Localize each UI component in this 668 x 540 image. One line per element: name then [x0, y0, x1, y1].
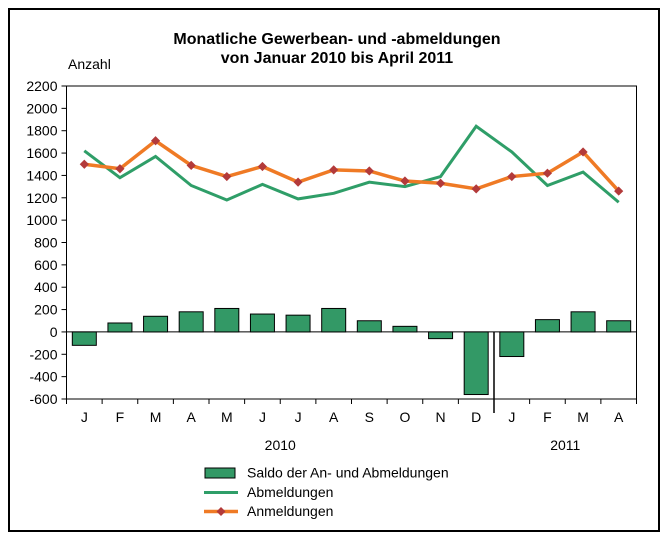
y-tick-label: 800: [34, 234, 58, 251]
y-tick-label: -200: [29, 346, 58, 363]
saldo-bar: [357, 321, 381, 332]
y-tick-label: -600: [29, 391, 58, 407]
month-label: A: [186, 409, 196, 425]
y-tick-label: 1000: [26, 212, 58, 229]
year-label-2010: 2010: [264, 437, 296, 453]
y-tick-label: 1400: [26, 167, 58, 184]
saldo-bar: [464, 332, 488, 395]
month-label: J: [80, 409, 88, 425]
y-tick-label: 1600: [26, 145, 58, 162]
legend-saldo-label: Saldo der An- und Abmeldungen: [247, 464, 449, 481]
month-label: F: [115, 409, 125, 425]
saldo-bar: [322, 308, 346, 331]
chart-title-line1: Monatliche Gewerbean- und -abmeldungen: [173, 31, 501, 48]
saldo-bar: [535, 320, 559, 332]
month-label: N: [435, 409, 446, 425]
month-label: S: [364, 409, 374, 425]
y-tick-label: 0: [49, 323, 58, 340]
month-label: M: [149, 409, 162, 425]
y-tick-label: 1800: [26, 122, 58, 139]
month-label: M: [220, 409, 233, 425]
legend-anmeldungen-label: Anmeldungen: [247, 503, 334, 519]
y-tick-label: -400: [29, 368, 58, 385]
y-tick-label: 2200: [26, 78, 58, 94]
saldo-bar: [72, 332, 96, 345]
saldo-bar: [179, 312, 203, 332]
y-tick-label: 600: [34, 256, 58, 273]
year-label-2011: 2011: [550, 437, 581, 453]
y-axis-unit-label: Anzahl: [68, 56, 111, 72]
saldo-bar: [393, 326, 417, 332]
month-label: J: [508, 409, 516, 425]
saldo-bar: [108, 323, 132, 332]
y-tick-label: 200: [34, 301, 58, 318]
legend-abmeldungen-label: Abmeldungen: [247, 484, 334, 500]
month-label: A: [329, 409, 339, 425]
legend-saldo-swatch: [205, 468, 235, 478]
saldo-bar: [215, 308, 239, 331]
month-label: F: [543, 409, 552, 425]
saldo-bar: [607, 321, 631, 332]
saldo-bar: [144, 316, 168, 332]
saldo-bar: [571, 312, 595, 332]
y-tick-label: 1200: [26, 189, 58, 206]
month-label: M: [577, 409, 589, 425]
saldo-bar: [250, 314, 274, 332]
chart-title-line2: von Januar 2010 bis April 2011: [220, 50, 454, 67]
month-label: J: [258, 409, 266, 425]
saldo-bar: [286, 315, 310, 332]
y-tick-label: 400: [34, 279, 58, 296]
saldo-bar: [429, 332, 453, 339]
month-label: D: [471, 409, 482, 425]
y-tick-label: 2000: [26, 100, 58, 117]
saldo-bar: [500, 332, 524, 357]
month-label: J: [294, 409, 302, 425]
month-label: A: [614, 409, 624, 425]
month-label: O: [399, 409, 411, 425]
